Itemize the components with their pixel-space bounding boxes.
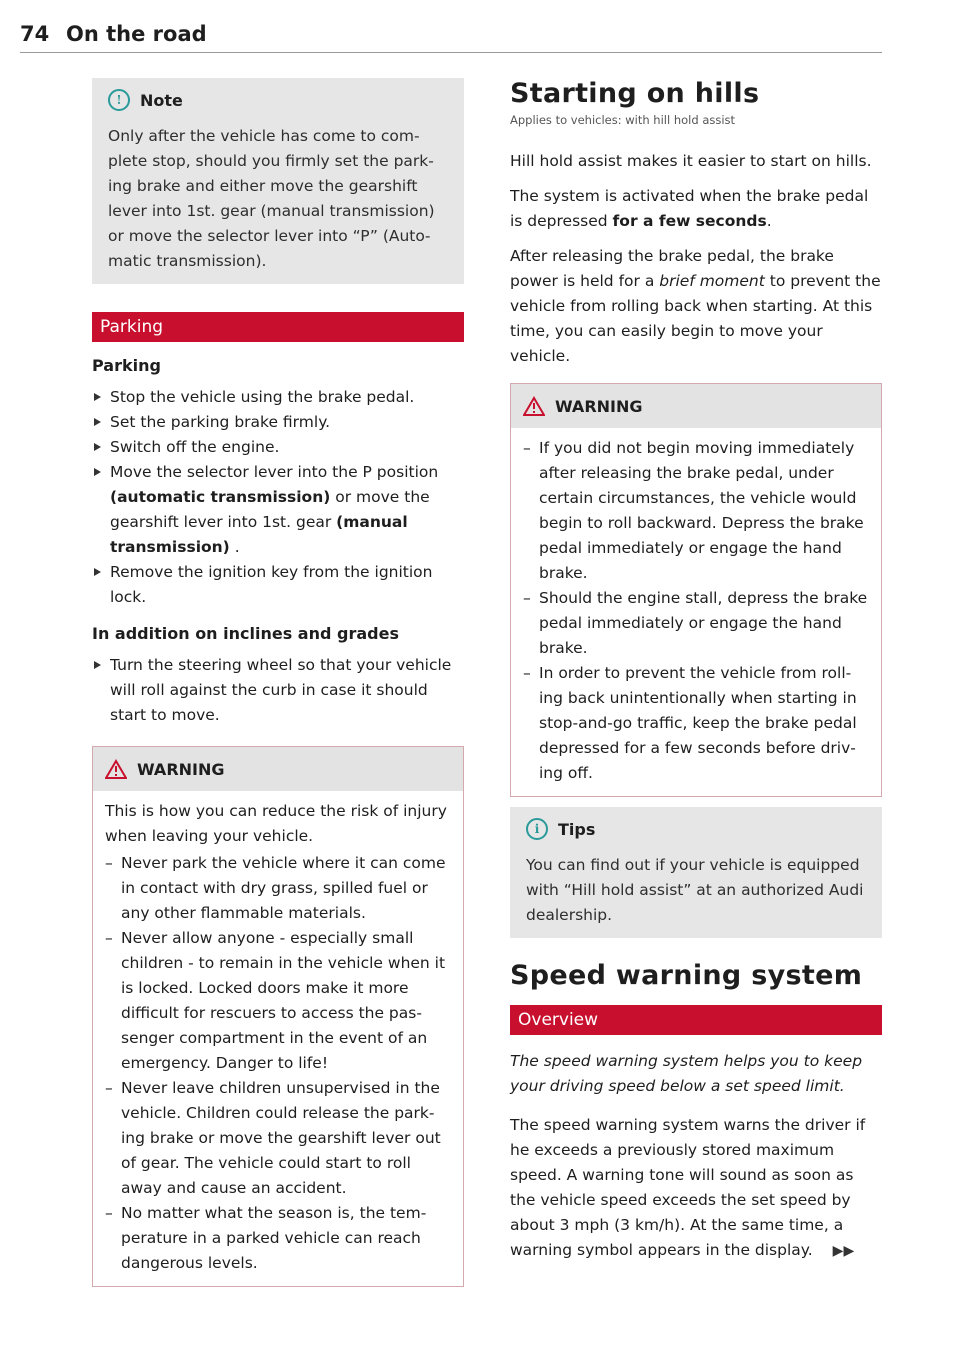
hills-paragraph-1: Hill hold assist makes it easier to start on hills. xyxy=(510,152,872,170)
bullet-arrow-icon xyxy=(94,568,101,576)
warning-label: WARNING xyxy=(555,396,643,416)
note-header xyxy=(92,78,464,122)
note-box xyxy=(92,78,464,284)
hills-title: Starting on hills xyxy=(510,78,760,109)
speed-paragraph: The speed warning system warns the driver if he exceeds a previously stored maximum speed. A warning tone will sound as soon as the vehicle speed exceeds the set speed by about 3 mph (3 km/h). At the same time, a warning symbol appears in the display. ▶▶ xyxy=(510,1116,866,1259)
exclamation-icon: ! xyxy=(108,89,130,111)
right-column xyxy=(510,78,882,1274)
parking-steps xyxy=(92,385,464,610)
list-item: – Never leave children unsupervised in the vehicle. Children could release the parking brake or move the gearshift lever out of gear. The vehicle could start to roll away and cause an accident. xyxy=(105,1076,451,1201)
hills-warning-box xyxy=(510,383,882,797)
list-item: – No matter what the season is, the temperature in a parked vehicle can reach dangerous levels. xyxy=(105,1201,451,1276)
hills-paragraph-2: The system is activated when the brake pedal is depressed for a few seconds. xyxy=(510,187,869,230)
bullet-arrow-icon xyxy=(94,443,101,451)
speed-intro: The speed warning system helps you to keep your driving speed below a set speed limit. xyxy=(510,1052,863,1095)
speed-warning-title: Speed warning system xyxy=(510,960,863,991)
list-item: Remove the ignition key from the ignition lock. xyxy=(92,560,464,610)
warning-triangle-icon xyxy=(105,759,127,779)
warning-intro: This is how you can reduce the risk of injury when leaving your vehicle. xyxy=(105,802,447,845)
warning-header xyxy=(93,747,463,791)
note-label: Note xyxy=(140,90,183,110)
list-item: Switch off the engine. xyxy=(92,435,464,460)
tips-label: Tips xyxy=(558,819,596,839)
list-item: Stop the vehicle using the brake pedal. xyxy=(92,385,464,410)
list-item: – Never park the vehicle where it can come in contact with dry grass, spilled fuel or any other flammable materials. xyxy=(105,851,451,926)
list-item: – In order to prevent the vehicle from rolling back unintentionally when starting in stop-and-go traffic, keep the brake pedal depressed for a few seconds before driving off. xyxy=(523,661,869,786)
bullet-arrow-icon xyxy=(94,418,101,426)
list-item: – Should the engine stall, depress the brake pedal immediately or engage the hand brake. xyxy=(523,586,869,661)
left-column xyxy=(92,78,464,1303)
parking-heading: Parking xyxy=(92,356,161,375)
applies-to: Applies to vehicles: with hill hold assist xyxy=(510,113,736,127)
incline-heading: In addition on inclines and grades xyxy=(92,624,399,643)
bullet-arrow-icon xyxy=(94,661,101,669)
overview-section-bar: Overview xyxy=(510,1005,882,1035)
tips-text: You can find out if your vehicle is equipped with “Hill hold assist” at an authorized Audi dealership. xyxy=(526,856,864,924)
incline-steps xyxy=(92,653,464,728)
list-item: Turn the steering wheel so that your vehicle will roll against the curb in case it should start to move. xyxy=(92,653,464,728)
parking-section-bar: Parking xyxy=(92,312,464,342)
info-icon: i xyxy=(526,818,548,840)
warning-list xyxy=(105,851,451,1276)
continue-arrow-icon: ▶▶ xyxy=(832,1243,855,1259)
hills-paragraph-3: After releasing the brake pedal, the brake power is held for a brief moment to prevent the vehicle from rolling back when starting. At this time, you can easily begin to move your vehicle. xyxy=(510,247,881,365)
bullet-arrow-icon xyxy=(94,468,101,476)
section-title: On the road xyxy=(66,22,207,46)
bullet-arrow-icon xyxy=(94,393,101,401)
warning-triangle-icon xyxy=(523,396,545,416)
list-item: Set the parking brake firmly. xyxy=(92,410,464,435)
list-item: Move the selector lever into the P position (automatic transmission) or move the gearshift lever into 1st. gear (manual transmission) . xyxy=(92,460,464,560)
tips-box xyxy=(510,807,882,938)
note-text: Only after the vehicle has come to complete stop, should you firmly set the parking brake and either move the gearshift lever into 1st. gear (manual transmission) or move the selector lever into “P” (Automatic transmission). xyxy=(108,127,435,270)
tips-header xyxy=(510,807,882,851)
warning-list xyxy=(523,436,869,786)
page-number: 74 xyxy=(20,22,50,46)
warning-label: WARNING xyxy=(137,759,225,779)
parking-warning-box xyxy=(92,746,464,1287)
page-header xyxy=(20,22,882,53)
list-item: – Never allow anyone - especially small children - to remain in the vehicle when it is locked. Locked doors make it more difficult for rescuers to access the passenger compartment in the event of an emergency. Danger to life! xyxy=(105,926,451,1076)
list-item: – If you did not begin moving immediately after releasing the brake pedal, under certain circumstances, the vehicle would begin to roll backward. Depress the brake pedal immediately or engage the hand brake. xyxy=(523,436,869,586)
warning-header xyxy=(511,384,881,428)
